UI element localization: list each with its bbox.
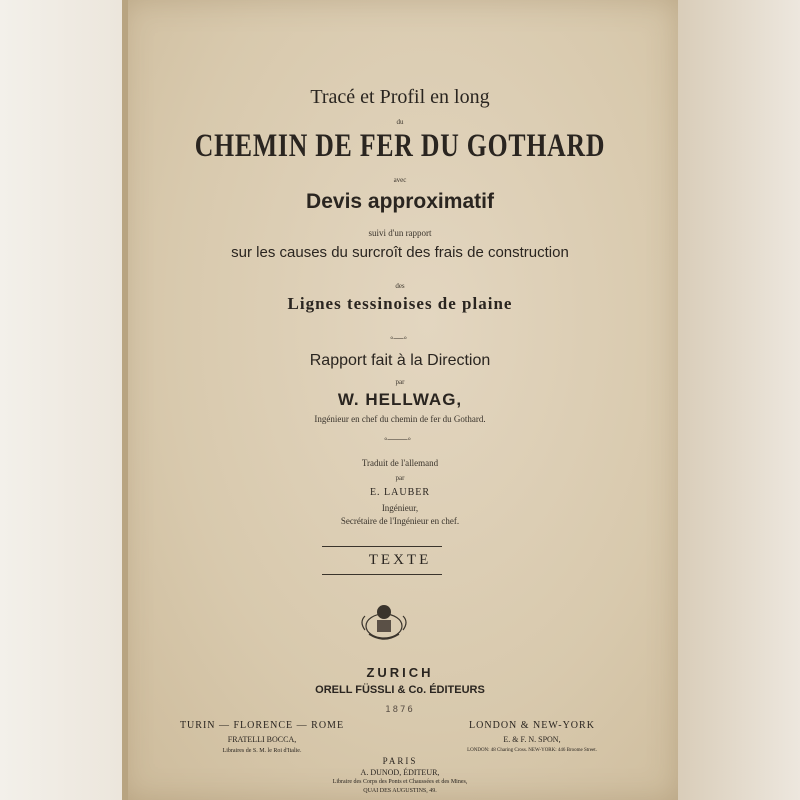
rapport-line: Rapport fait à la Direction: [309, 352, 491, 369]
avec-label: avec: [393, 176, 407, 184]
du-label: du: [396, 118, 404, 126]
author-title: Ingénieur en chef du chemin de fer du Gothard.: [314, 414, 486, 424]
city-zurich: ZURICH: [366, 665, 434, 680]
texte-label: TEXTE: [368, 552, 432, 568]
paris-desc-1: Libraire des Corps des Ponts et Chaussées et des Mines,: [332, 779, 468, 785]
left-col-desc: Libraires de S. M. le Roi d'Italie.: [222, 748, 302, 754]
texte-rule-bottom: [322, 574, 442, 575]
par-label-2: par: [395, 474, 405, 482]
translator-title-2: Secrétaire de l'Ingénieur en chef.: [340, 516, 460, 526]
devis-title: Devis approximatif: [306, 190, 494, 213]
paris-name: A. DUNOD, ÉDITEUR,: [360, 768, 440, 777]
year: 1876: [385, 705, 415, 715]
background-right: [678, 0, 800, 800]
translator-name: E. LAUBER: [369, 487, 431, 498]
main-title: CHEMIN DE FER DU GOTHARD: [194, 128, 606, 164]
causes-line: sur les causes du surcroît des frais de construction: [231, 244, 569, 261]
author-name: W. HELLWAG,: [337, 390, 463, 409]
book-title-page: [122, 0, 678, 800]
left-col-cities: TURIN — FLORENCE — ROME: [179, 720, 345, 731]
title-line-1: Tracé et Profil en long: [310, 86, 490, 108]
paris-desc-2: QUAI DES AUGUSTINS, 49.: [363, 788, 437, 794]
suivi-label: suivi d'un rapport: [368, 228, 432, 238]
lion-emblem-icon: [355, 600, 413, 642]
right-col-cities: LONDON & NEW-YORK: [469, 720, 595, 731]
right-col-desc: LONDON: 48 Charing Cross. NEW-YORK: 446 Broome Street.: [467, 748, 597, 753]
divider-ornament-2: ◦——◦: [384, 434, 412, 445]
lignes-title: Lignes tessinoises de plaine: [287, 294, 513, 313]
texte-rule-top: [322, 546, 442, 547]
des-label: des: [395, 282, 405, 290]
background-left: [0, 0, 122, 800]
traduit-label: Traduit de l'allemand: [361, 458, 439, 468]
translator-title-1: Ingénieur,: [381, 503, 419, 513]
par-label-1: par: [395, 378, 405, 386]
divider-ornament-1: ◦—◦: [390, 333, 408, 344]
right-col-name: E. & F. N. SPON,: [503, 735, 561, 744]
publisher: ORELL FÜSSLI & Co. ÉDITEURS: [315, 684, 485, 696]
left-col-name: FRATELLI BOCCA,: [227, 735, 297, 744]
paris-city: PARIS: [382, 756, 418, 766]
